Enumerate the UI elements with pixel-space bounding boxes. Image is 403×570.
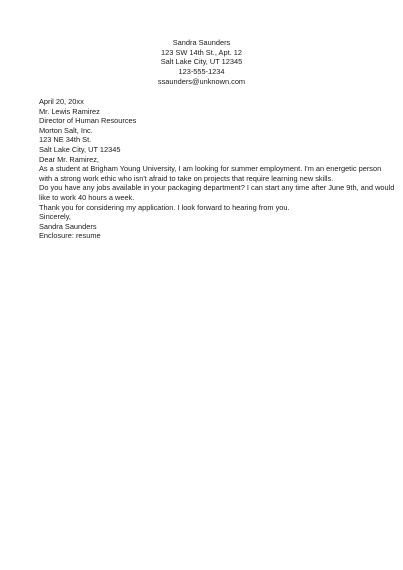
paragraph-line: Do you have any jobs available in your packaging department? I can start any time after June 9th, and would (39, 183, 395, 193)
paragraph-line: As a student at Brigham Young University, I am looking for summer employment. I'm an energetic person (39, 164, 382, 174)
letter-date: April 20, 20xx (39, 97, 84, 106)
sender-name: Sandra Saunders (172, 38, 231, 47)
sender-address-block (0, 38, 403, 87)
enclosure-note: Enclosure: resume (39, 231, 101, 241)
paragraph-line: like to work 40 hours a week. (39, 192, 135, 202)
letter-body (39, 97, 395, 241)
recipient-title: Director of Human Resources (39, 116, 137, 126)
sender-city: Salt Lake City, UT 12345 (160, 57, 243, 67)
signature-name: Sandra Saunders (39, 221, 97, 231)
paragraph-line: with a strong work ethic who isn't afraid to take on projects that require learning new skills. (39, 173, 334, 183)
sender-email: ssaunders@unknown.com (157, 76, 246, 86)
recipient-street: 123 NE 34th St. (39, 135, 92, 145)
recipient-name: Mr. Lewis Ramirez (39, 106, 100, 116)
salutation: Dear Mr. Ramirez, (39, 154, 99, 164)
closing: Sincerely, (39, 212, 71, 222)
paragraph-line: Thank you for considering my application. I look forward to hearing from you. (39, 202, 290, 212)
recipient-company: Morton Salt, Inc. (39, 125, 93, 135)
recipient-city: Salt Lake City, UT 12345 (39, 144, 121, 154)
sender-street: 123 SW 14th St., Apt. 12 (161, 47, 242, 57)
sender-phone: 123-555-1234 (178, 67, 225, 77)
